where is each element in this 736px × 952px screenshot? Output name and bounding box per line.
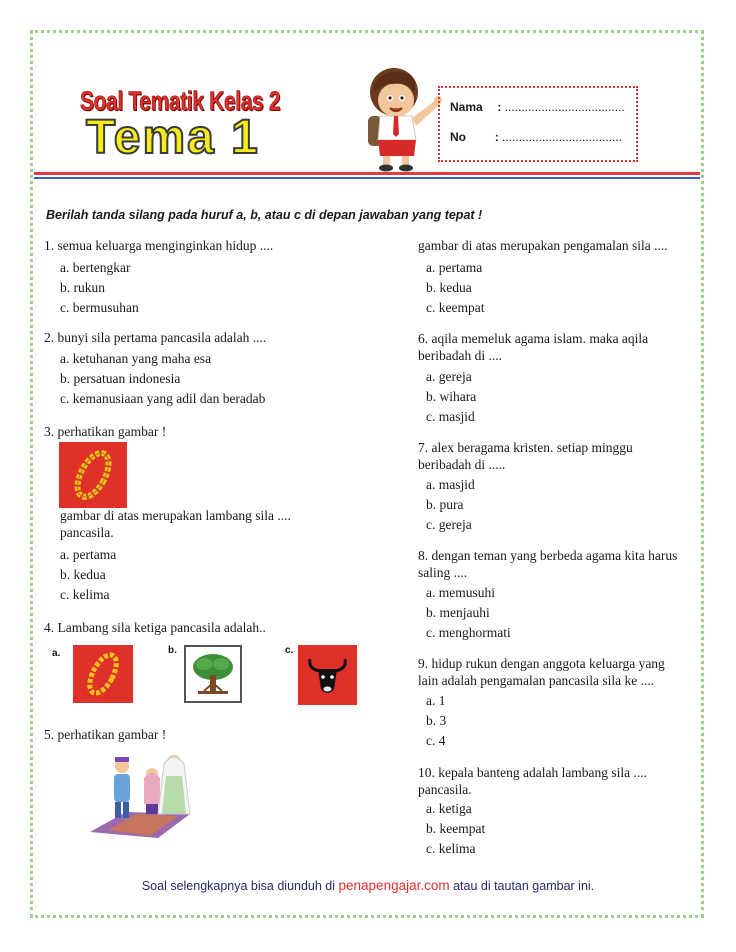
instruction-text: Berilah tanda silang pada huruf a, b, atau c di depan jawaban yang tepat ! bbox=[46, 208, 483, 222]
title-line-2: Tema 1 bbox=[86, 111, 260, 164]
q2-option-b[interactable]: b. persatuan indonesia bbox=[60, 371, 181, 386]
question-1: 1. semua keluarga menginginkan hidup .... bbox=[44, 238, 274, 253]
q7-option-b[interactable]: b. pura bbox=[426, 497, 464, 512]
name-row bbox=[450, 100, 625, 114]
q3-option-c[interactable]: c. kelima bbox=[60, 587, 110, 602]
title-line-1: Soal Tematik Kelas 2 bbox=[80, 86, 281, 116]
q4-option-b-banyan-tree-image[interactable] bbox=[184, 645, 242, 703]
question-10-line-2: pancasila. bbox=[418, 782, 472, 797]
question-8-line-2: saling .... bbox=[418, 565, 468, 580]
question-5: 5. perhatikan gambar ! bbox=[44, 727, 167, 742]
name-colon: : bbox=[497, 100, 502, 114]
question-3: 3. perhatikan gambar ! bbox=[44, 424, 167, 439]
question-2: 2. bunyi sila pertama pancasila adalah .... bbox=[44, 330, 267, 345]
question-9-line-2: lain adalah pengamalan pancasila sila ke .... bbox=[418, 673, 655, 688]
student-mascot-illustration bbox=[356, 62, 448, 174]
name-fill-dots[interactable]: .................................... bbox=[504, 100, 625, 114]
number-colon: : bbox=[494, 130, 499, 144]
q1-option-b[interactable]: b. rukun bbox=[60, 280, 105, 295]
q8-option-b[interactable]: b. menjauhi bbox=[426, 605, 490, 620]
footer-website-link[interactable]: penapengajar.com bbox=[338, 878, 450, 893]
name-label: Nama bbox=[450, 100, 483, 114]
q2-option-a[interactable]: a. ketuhanan yang maha esa bbox=[60, 351, 212, 366]
q7-option-a[interactable]: a. masjid bbox=[426, 477, 475, 492]
q10-option-c[interactable]: c. kelima bbox=[426, 841, 476, 856]
question-10-line-1: 10. kepala banteng adalah lambang sila .... bbox=[418, 765, 648, 780]
q4-option-b-label[interactable]: b. bbox=[168, 645, 177, 656]
q1-option-a[interactable]: a. bertengkar bbox=[60, 260, 131, 275]
q9-option-c[interactable]: c. 4 bbox=[426, 733, 446, 748]
question-6-line-1: 6. aqila memeluk agama islam. maka aqila bbox=[418, 331, 649, 346]
q10-option-b[interactable]: b. keempat bbox=[426, 821, 486, 836]
q5-option-a[interactable]: a. pertama bbox=[426, 260, 483, 275]
q3-option-a[interactable]: a. pertama bbox=[60, 547, 117, 562]
q4-option-a-chain-image[interactable] bbox=[73, 645, 133, 703]
q6-option-a[interactable]: a. gereja bbox=[426, 369, 472, 384]
header-divider-blue bbox=[34, 177, 700, 179]
question-7-line-1: 7. alex beragama kristen. setiap minggu bbox=[418, 440, 633, 455]
q7-option-c[interactable]: c. gereja bbox=[426, 517, 472, 532]
footer-note bbox=[0, 878, 736, 893]
footer-text-before: Soal selengkapnya bisa diunduh di bbox=[141, 879, 339, 893]
question-4: 4. Lambang sila ketiga pancasila adalah.. bbox=[44, 620, 266, 635]
name-number-box bbox=[438, 86, 638, 162]
q1-option-c[interactable]: c. bermusuhan bbox=[60, 300, 139, 315]
q3-option-b[interactable]: b. kedua bbox=[60, 567, 106, 582]
number-row bbox=[450, 130, 622, 144]
family-praying-image bbox=[78, 748, 210, 840]
number-fill-dots[interactable]: .................................... bbox=[502, 130, 623, 144]
number-label: No bbox=[450, 130, 466, 144]
q6-option-b[interactable]: b. wihara bbox=[426, 389, 477, 404]
q3-caption-line-2: pancasila. bbox=[60, 525, 114, 540]
chain-symbol-image bbox=[59, 442, 127, 508]
q4-option-c-label[interactable]: c. bbox=[285, 645, 294, 656]
q8-option-c[interactable]: c. menghormati bbox=[426, 625, 511, 640]
question-7-line-2: beribadah di ..... bbox=[418, 457, 506, 472]
header-divider-red bbox=[34, 172, 700, 175]
q5-continuation: gambar di atas merupakan pengamalan sila .... bbox=[418, 238, 668, 253]
q10-option-a[interactable]: a. ketiga bbox=[426, 801, 472, 816]
question-9-line-1: 9. hidup rukun dengan anggota keluarga yang bbox=[418, 656, 665, 671]
question-8-line-1: 8. dengan teman yang berbeda agama kita harus bbox=[418, 548, 678, 563]
q5-option-b[interactable]: b. kedua bbox=[426, 280, 472, 295]
q3-caption-line-1: gambar di atas merupakan lambang sila .... bbox=[60, 508, 291, 523]
question-6-line-2: beribadah di .... bbox=[418, 348, 502, 363]
q9-option-a[interactable]: a. 1 bbox=[426, 693, 446, 708]
q8-option-a[interactable]: a. memusuhi bbox=[426, 585, 495, 600]
q2-option-c[interactable]: c. kemanusiaan yang adil dan beradab bbox=[60, 391, 266, 406]
q9-option-b[interactable]: b. 3 bbox=[426, 713, 447, 728]
footer-text-after: atau di tautan gambar ini. bbox=[449, 879, 595, 893]
q4-option-a-label[interactable]: a. bbox=[52, 648, 61, 659]
q6-option-c[interactable]: c. masjid bbox=[426, 409, 475, 424]
q5-option-c[interactable]: c. keempat bbox=[426, 300, 485, 315]
q4-option-c-bull-head-image[interactable] bbox=[298, 645, 357, 705]
